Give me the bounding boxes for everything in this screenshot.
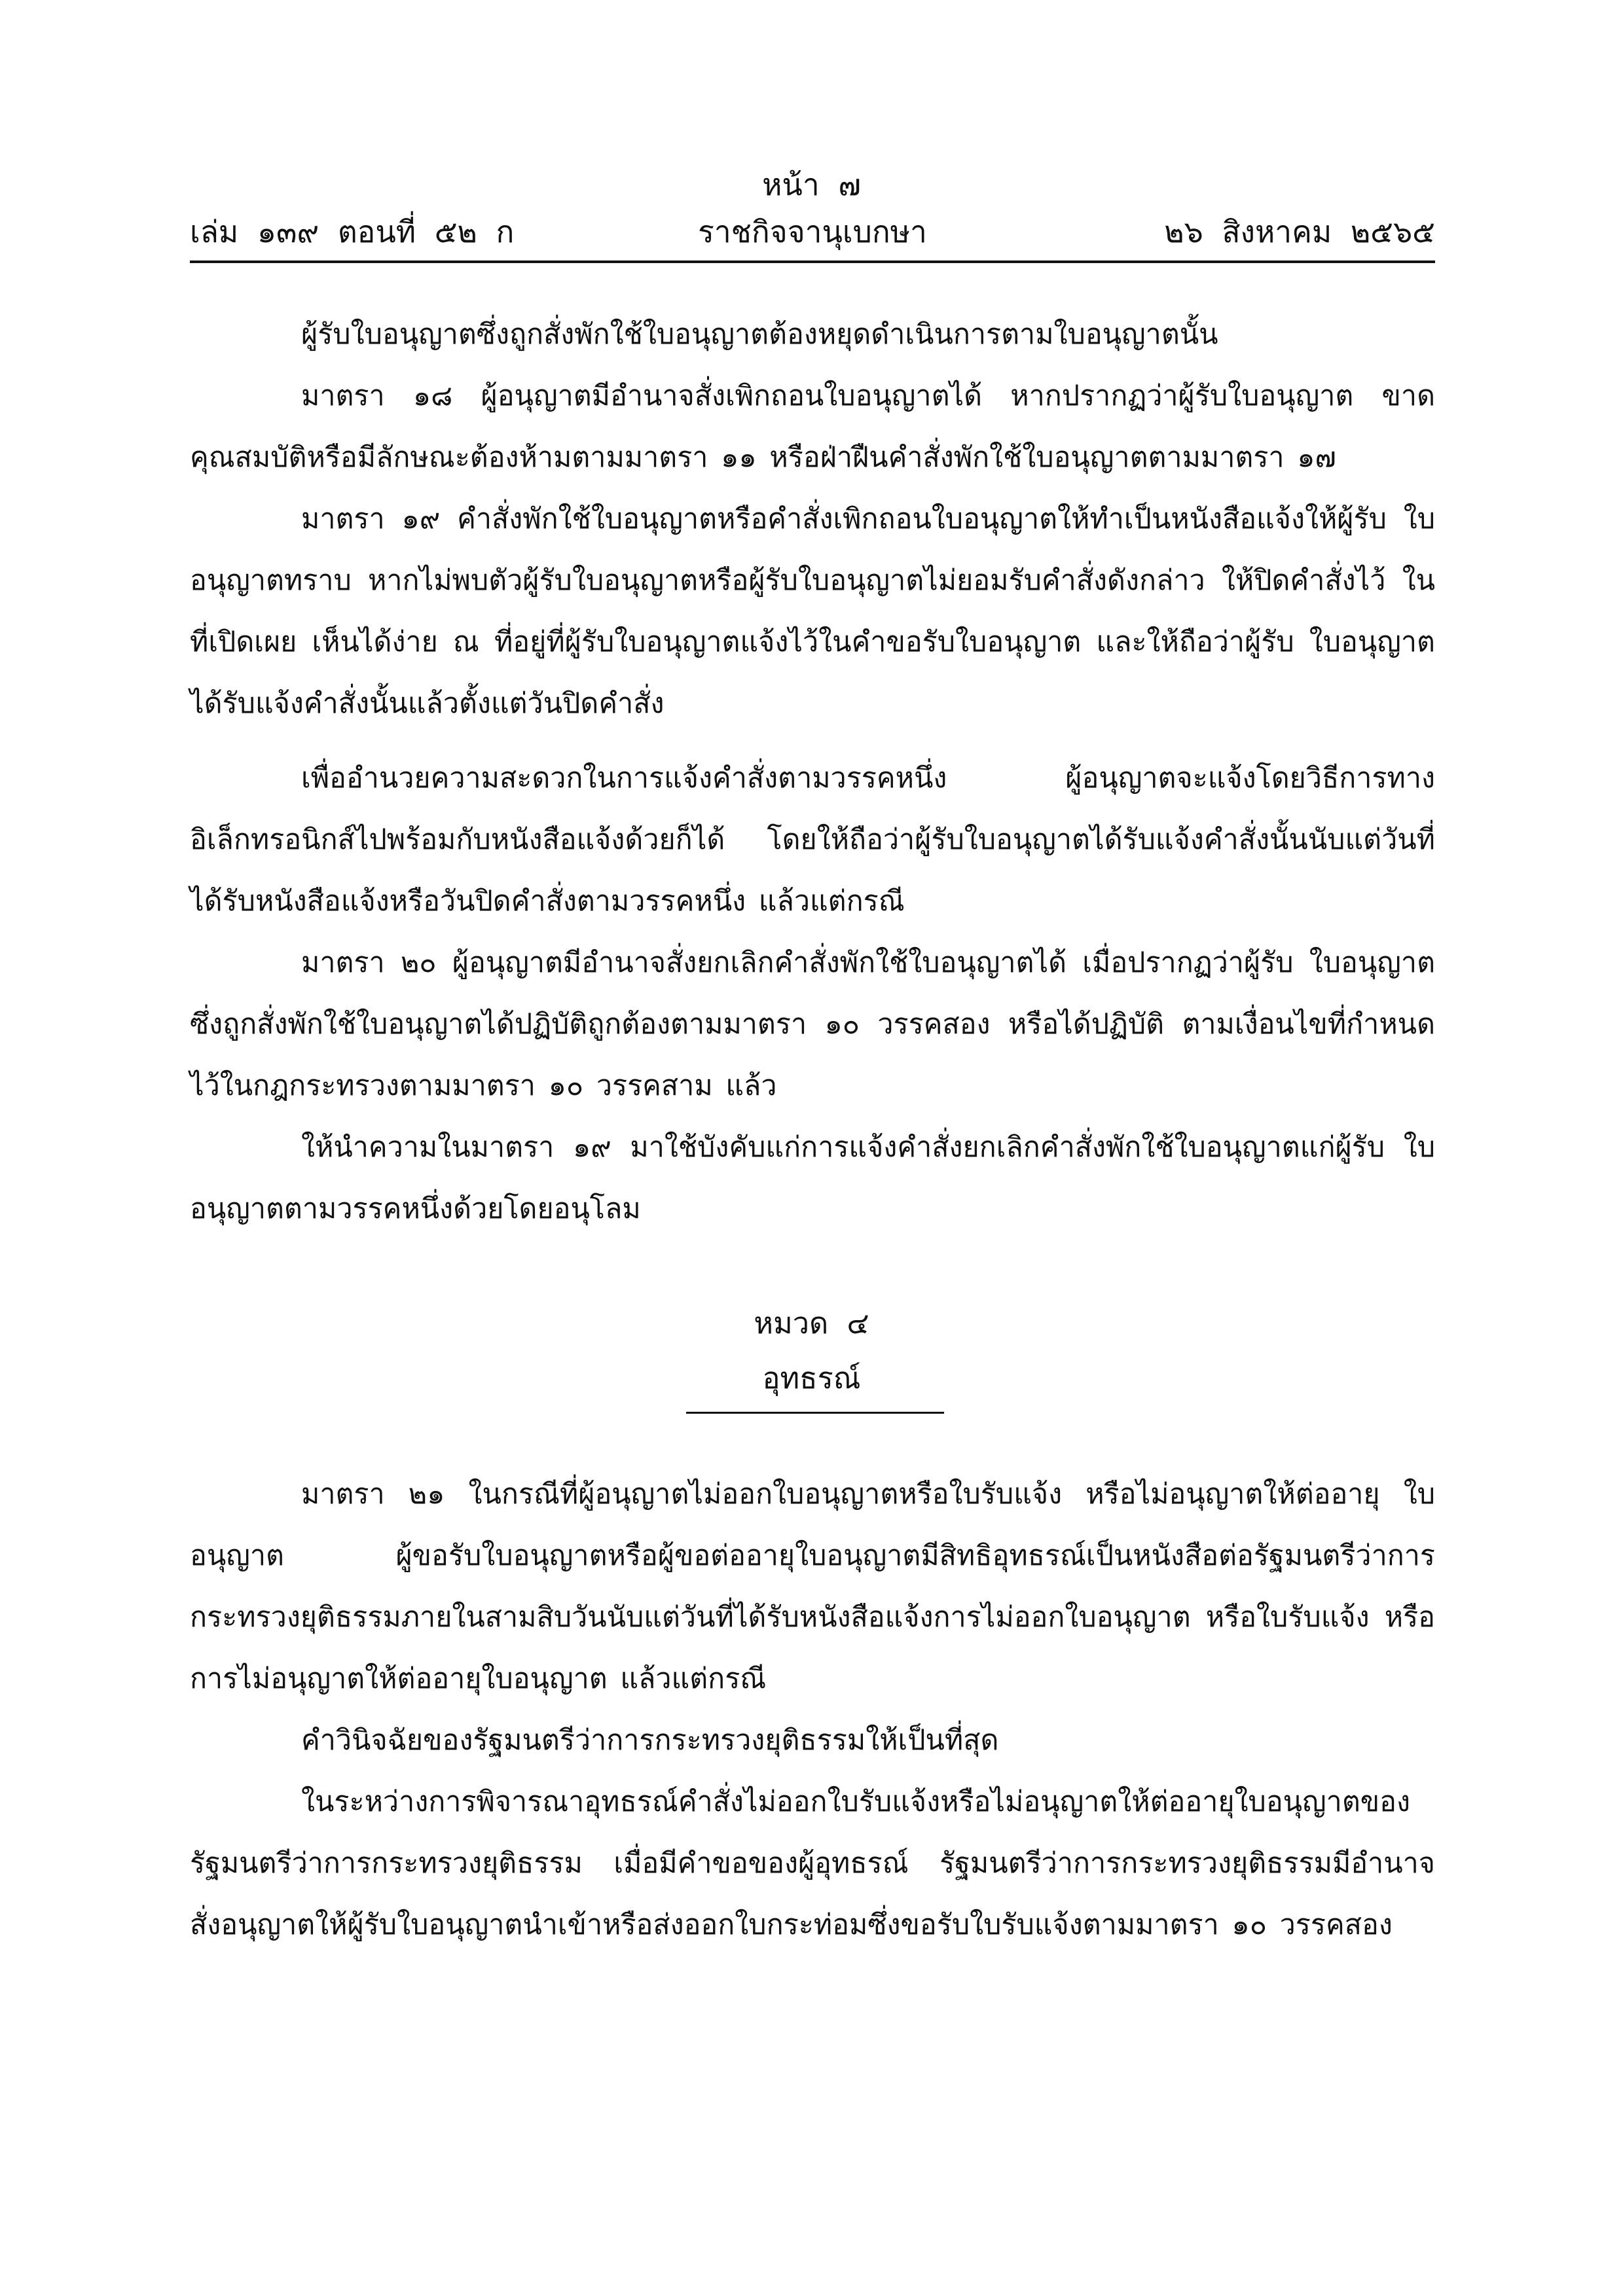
paragraph: คำวินิจฉัยของรัฐมนตรีว่าการกระทรวงยุติธรรมให้เป็นที่สุด: [301, 1724, 999, 1757]
body-section-top: [190, 304, 1435, 1240]
volume-issue: เล่ม ๑๓๙ ตอนที่ ๕๒ ก: [190, 214, 515, 249]
section-19: มาตรา ๑๙ คำสั่งพักใช้ใบอนุญาตหรือคำสั่งเพิกถอนใบอนุญาตให้ทำเป็นหนังสือแจ้งให้ผู้รับ ใบอนุญาตทราบ หากไม่พบตัวผู้รับใบอนุญาตหรือผู้รับใบอนุญาตไม่ยอมรับคำสั่งดังกล่าว ให้ปิดคำสั่งไว้ ในที่เปิดเผย เห็นได้ง่าย ณ ที่อยู่ที่ผู้รับใบอนุญาตแจ้งไว้ในคำขอรับใบอนุญาต และให้ถือว่าผู้รับ ใบอนุญาตได้รับแจ้งคำสั่งนั้นแล้วตั้งแต่วันปิดคำสั่ง: [190, 503, 1435, 720]
header-divider: [190, 260, 1435, 263]
paragraph: ให้นำความในมาตรา ๑๙ มาใช้บังคับแก่การแจ้งคำสั่งยกเลิกคำสั่งพักใช้ใบอนุญาตแก่ผู้รับ ใบอนุญาตตามวรรคหนึ่งด้วยโดยอนุโลม: [190, 1131, 1435, 1225]
section-21: มาตรา ๒๑ ในกรณีที่ผู้อนุญาตไม่ออกใบอนุญาตหรือใบรับแจ้ง หรือไม่อนุญาตให้ต่ออายุ ใบอนุญาต ผู้ขอรับใบอนุญาตหรือผู้ขอต่ออายุใบอนุญาตมีสิทธิอุทธรณ์เป็นหนังสือต่อรัฐมนตรีว่าการ กระทรวงยุติธรรมภายในสามสิบวันนับแต่วันที่ได้รับหนังสือแจ้งการไม่ออกใบอนุญาต หรือใบรับแจ้ง หรือการไม่อนุญาตให้ต่ออายุใบอนุญาต แล้วแต่กรณี: [190, 1478, 1435, 1695]
gazette-header: [190, 211, 1435, 253]
publication-date: ๒๖ สิงหาคม ๒๕๖๕: [1164, 214, 1435, 249]
chapter-divider: [686, 1412, 944, 1414]
paragraph: เพื่ออำนวยความสะดวกในการแจ้งคำสั่งตามวรรคหนึ่ง ผู้อนุญาตจะแจ้งโดยวิธีการทาง อิเล็กทรอนิกส์ไปพร้อมกับหนังสือแจ้งด้วยก็ได้ โดยให้ถือว่าผู้รับใบอนุญาตได้รับแจ้งคำสั่งนั้นนับแต่วันที่ ได้รับหนังสือแจ้งหรือวันปิดคำสั่งตามวรรคหนึ่ง แล้วแต่กรณี: [190, 762, 1435, 918]
section-20: มาตรา ๒๐ ผู้อนุญาตมีอำนาจสั่งยกเลิกคำสั่งพักใช้ใบอนุญาตได้ เมื่อปรากฏว่าผู้รับ ใบอนุญาตซึ่งถูกสั่งพักใช้ใบอนุญาตได้ปฏิบัติถูกต้องตามมาตรา ๑๐ วรรคสอง หรือได้ปฏิบัติ ตามเงื่อนไขที่กำหนดไว้ในกฎกระทรวงตามมาตรา ๑๐ วรรคสาม แล้ว: [190, 946, 1435, 1102]
chapter-number: หมวด ๔: [754, 1306, 869, 1340]
section-18: มาตรา ๑๘ ผู้อนุญาตมีอำนาจสั่งเพิกถอนใบอนุญาตได้ หากปรากฏว่าผู้รับใบอนุญาต ขาดคุณสมบัติหรือมีลักษณะต้องห้ามตามมาตรา ๑๑ หรือฝ่าฝืนคำสั่งพักใช้ใบอนุญาตตามมาตรา ๑๗: [190, 380, 1435, 474]
body-section-bottom: [190, 1463, 1435, 1956]
paragraph: ผู้รับใบอนุญาตซึ่งถูกสั่งพักใช้ใบอนุญาตต้องหยุดดำเนินการตามใบอนุญาตนั้น: [301, 318, 1218, 351]
gazette-name: ราชกิจจานุเบกษา: [698, 214, 927, 249]
chapter-title: อุทธรณ์: [762, 1361, 861, 1395]
paragraph: ในระหว่างการพิจารณาอุทธรณ์คำสั่งไม่ออกใบรับแจ้งหรือไม่อนุญาตให้ต่ออายุใบอนุญาตของ รัฐมนตรีว่าการกระทรวงยุติธรรม เมื่อมีคำขอของผู้อุทธรณ์ รัฐมนตรีว่าการกระทรวงยุติธรรมมีอำนาจ สั่งอนุญาตให้ผู้รับใบอนุญาตนำเข้าหรือส่งออกใบกระท่อมซึ่งขอรับใบรับแจ้งตามมาตรา ๑๐ วรรคสอง: [190, 1785, 1435, 1941]
page-number: หน้า ๗: [762, 167, 861, 202]
